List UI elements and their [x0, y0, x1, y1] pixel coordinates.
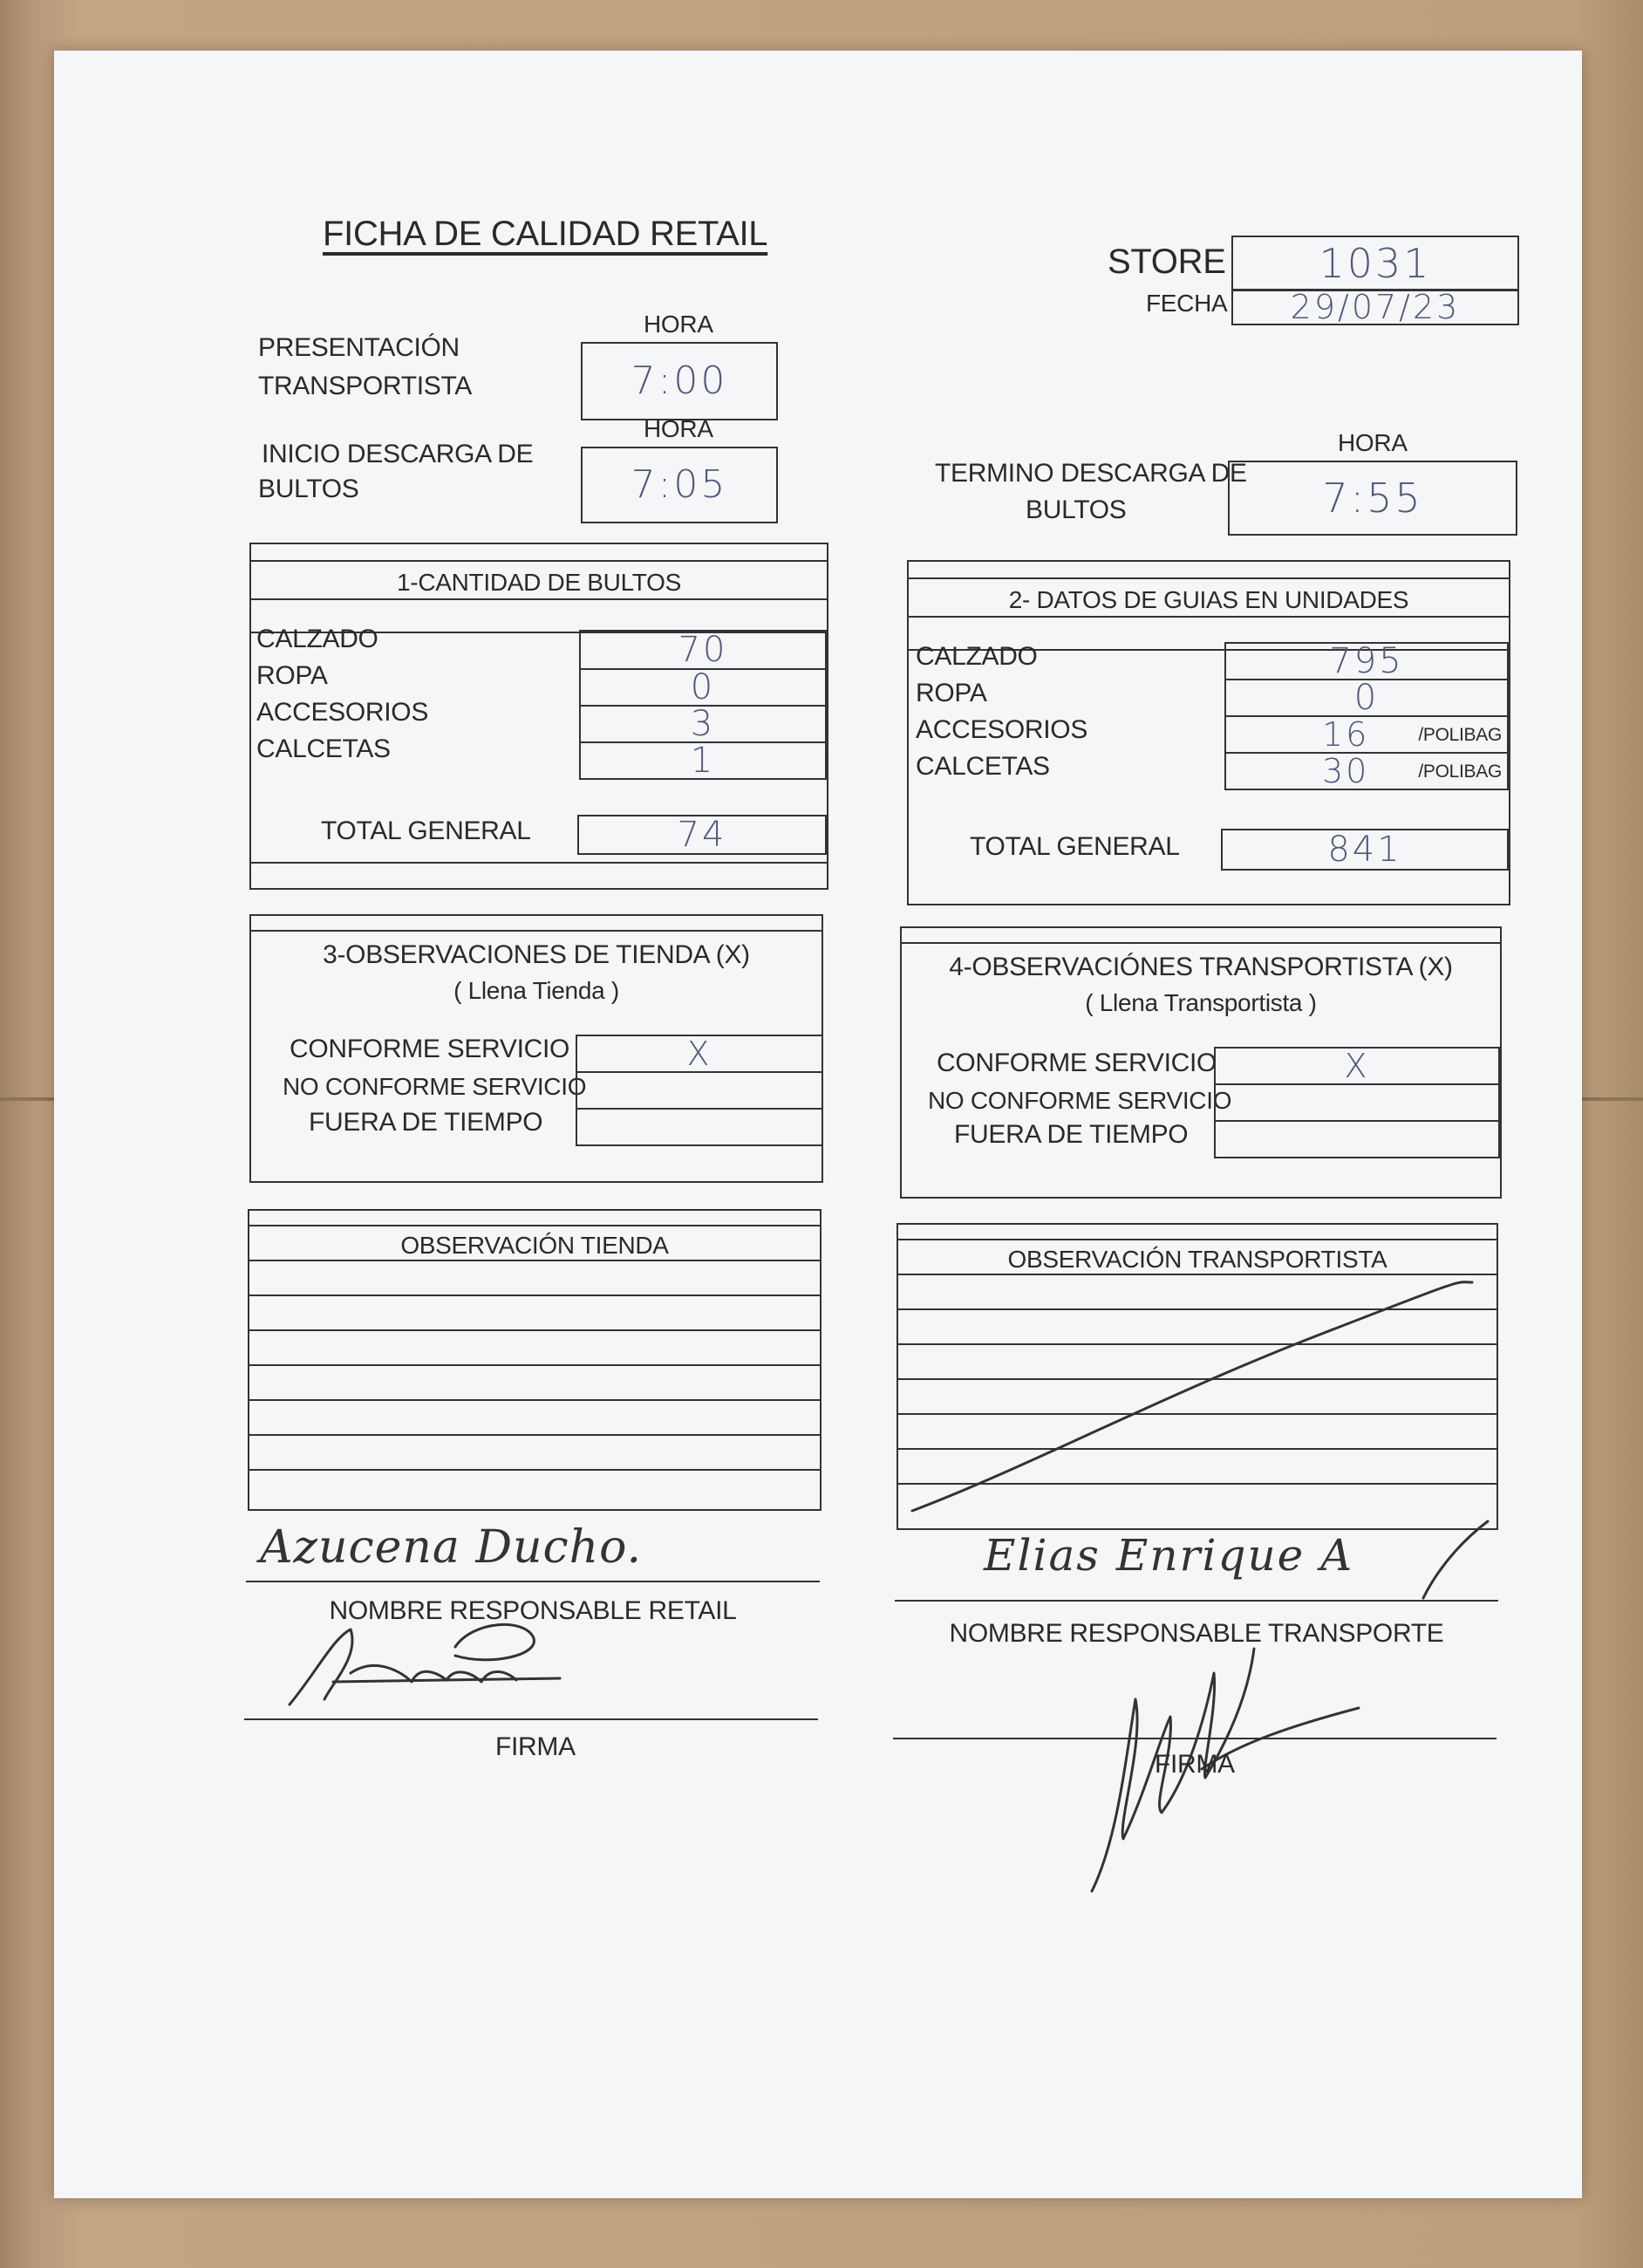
s3-fuera-tiempo-checkbox[interactable]: [576, 1108, 823, 1146]
s2-calcetas-unit: /POLIBAG: [1418, 761, 1502, 782]
inicio-label-line2: BULTOS: [258, 475, 359, 503]
s1-calzado-field[interactable]: [579, 630, 827, 670]
s2-total-field[interactable]: [1221, 829, 1509, 871]
transporte-name-handwritten: Elias Enrique A: [984, 1530, 1354, 1581]
termino-label-line2: BULTOS: [1026, 495, 1127, 524]
s1-calcetas-field[interactable]: [579, 741, 827, 780]
observacion-strikethrough-line: [896, 1223, 1498, 1530]
s3-conforme-checkbox[interactable]: [576, 1035, 823, 1073]
s2-calzado-field[interactable]: [1224, 642, 1509, 680]
hora-label-inicio: HORA: [644, 415, 713, 442]
s1-total-field[interactable]: [577, 815, 827, 855]
retail-name-handwritten: Azucena Ducho.: [260, 1521, 643, 1574]
store-value: 1031: [1319, 240, 1432, 287]
s3-no-conforme-checkbox[interactable]: [576, 1071, 823, 1110]
retail-firma-label: FIRMA: [495, 1732, 576, 1761]
inicio-value: 7:05: [631, 462, 728, 507]
section1-title: 1-CANTIDAD DE BULTOS: [397, 569, 681, 596]
section3-subtitle: ( Llena Tienda ): [453, 977, 619, 1004]
s2-row-ropa-label: ROPA: [916, 679, 987, 707]
hora-label-presentacion: HORA: [644, 311, 713, 338]
s1-calzado-value: 70: [678, 630, 728, 670]
s3-conforme-label: CONFORME SERVICIO: [290, 1035, 570, 1063]
s2-accesorios-field[interactable]: [1224, 715, 1509, 754]
fecha-field[interactable]: [1231, 289, 1519, 325]
s2-calzado-value: 795: [1329, 641, 1404, 681]
s2-total-value: 841: [1327, 830, 1402, 870]
s2-row-calcetas-label: CALCETAS: [916, 752, 1050, 781]
hora-label-termino: HORA: [1338, 429, 1408, 456]
s3-fuera-tiempo-label: FUERA DE TIEMPO: [309, 1108, 543, 1137]
retail-signature: [281, 1621, 577, 1717]
transporte-name-flourish: [1415, 1520, 1493, 1603]
s1-total-label: TOTAL GENERAL: [321, 816, 531, 845]
section3-title: 3-OBSERVACIONES DE TIENDA (X): [323, 940, 750, 969]
s4-conforme-checkbox[interactable]: [1214, 1047, 1500, 1085]
s2-ropa-value: 0: [1353, 678, 1380, 718]
s4-conforme-mark: X: [1344, 1047, 1370, 1085]
s1-accesorios-value: 3: [690, 704, 716, 744]
s1-ropa-value: 0: [690, 667, 716, 707]
s3-no-conforme-label: NO CONFORME SERVICIO: [283, 1073, 587, 1100]
s1-row-calzado-label: CALZADO: [256, 625, 378, 653]
s4-fuera-tiempo-checkbox[interactable]: [1214, 1120, 1500, 1158]
store-label: STORE: [1108, 243, 1226, 281]
s1-row-accesorios-label: ACCESORIOS: [256, 698, 429, 727]
termino-label-line1: TERMINO DESCARGA DE: [935, 459, 1247, 488]
form-sheet: [54, 51, 1582, 2198]
s2-calcetas-field[interactable]: [1224, 752, 1509, 790]
s2-total-label: TOTAL GENERAL: [970, 832, 1180, 861]
s3-conforme-mark: X: [686, 1035, 712, 1073]
s4-fuera-tiempo-label: FUERA DE TIEMPO: [954, 1120, 1189, 1149]
presentacion-label-line2: TRANSPORTISTA: [258, 372, 473, 400]
section4-title: 4-OBSERVACIÓNES TRANSPORTISTA (X): [949, 953, 1453, 981]
fecha-value: 29/07/23: [1290, 288, 1461, 326]
presentacion-field[interactable]: [581, 342, 778, 420]
transporte-name-label: NOMBRE RESPONSABLE TRANSPORTE: [949, 1619, 1444, 1648]
s2-accesorios-unit: /POLIBAG: [1418, 724, 1502, 745]
s1-accesorios-field[interactable]: [579, 705, 827, 743]
s1-total-value: 74: [677, 815, 727, 855]
form-title: FICHA DE CALIDAD RETAIL: [323, 215, 768, 253]
s2-row-accesorios-label: ACCESORIOS: [916, 715, 1088, 744]
s1-row-calcetas-label: CALCETAS: [256, 734, 391, 763]
s1-row-ropa-label: ROPA: [256, 661, 328, 690]
termino-field[interactable]: [1228, 461, 1517, 536]
s4-no-conforme-checkbox[interactable]: [1214, 1083, 1500, 1122]
s2-accesorios-value: 16: [1322, 715, 1370, 754]
inicio-label-line1: INICIO DESCARGA DE: [262, 440, 534, 468]
inicio-field[interactable]: [581, 447, 778, 523]
s1-ropa-field[interactable]: [579, 668, 827, 707]
presentacion-value: 7:00: [631, 359, 728, 403]
s2-calcetas-value: 30: [1322, 752, 1370, 790]
s2-ropa-field[interactable]: [1224, 679, 1509, 717]
s1-calcetas-value: 1: [690, 741, 716, 781]
fecha-label: FECHA: [1146, 290, 1228, 317]
section4-subtitle: ( Llena Transportista ): [1085, 989, 1317, 1016]
s4-conforme-label: CONFORME SERVICIO: [937, 1049, 1217, 1077]
observacion-tienda-title: OBSERVACIÓN TIENDA: [400, 1232, 669, 1259]
retail-name-label: NOMBRE RESPONSABLE RETAIL: [329, 1596, 737, 1625]
transporte-firma-label: FIRMA: [1155, 1750, 1235, 1779]
s2-row-calzado-label: CALZADO: [916, 642, 1038, 671]
section2-title: 2- DATOS DE GUIAS EN UNIDADES: [1008, 586, 1409, 613]
presentacion-label-line1: PRESENTACIÓN: [258, 333, 460, 362]
termino-value: 7:55: [1322, 475, 1423, 522]
s4-no-conforme-label: NO CONFORME SERVICIO: [928, 1087, 1232, 1114]
observacion-transportista-title: OBSERVACIÓN TRANSPORTISTA: [1007, 1246, 1387, 1273]
store-field[interactable]: [1231, 236, 1519, 291]
